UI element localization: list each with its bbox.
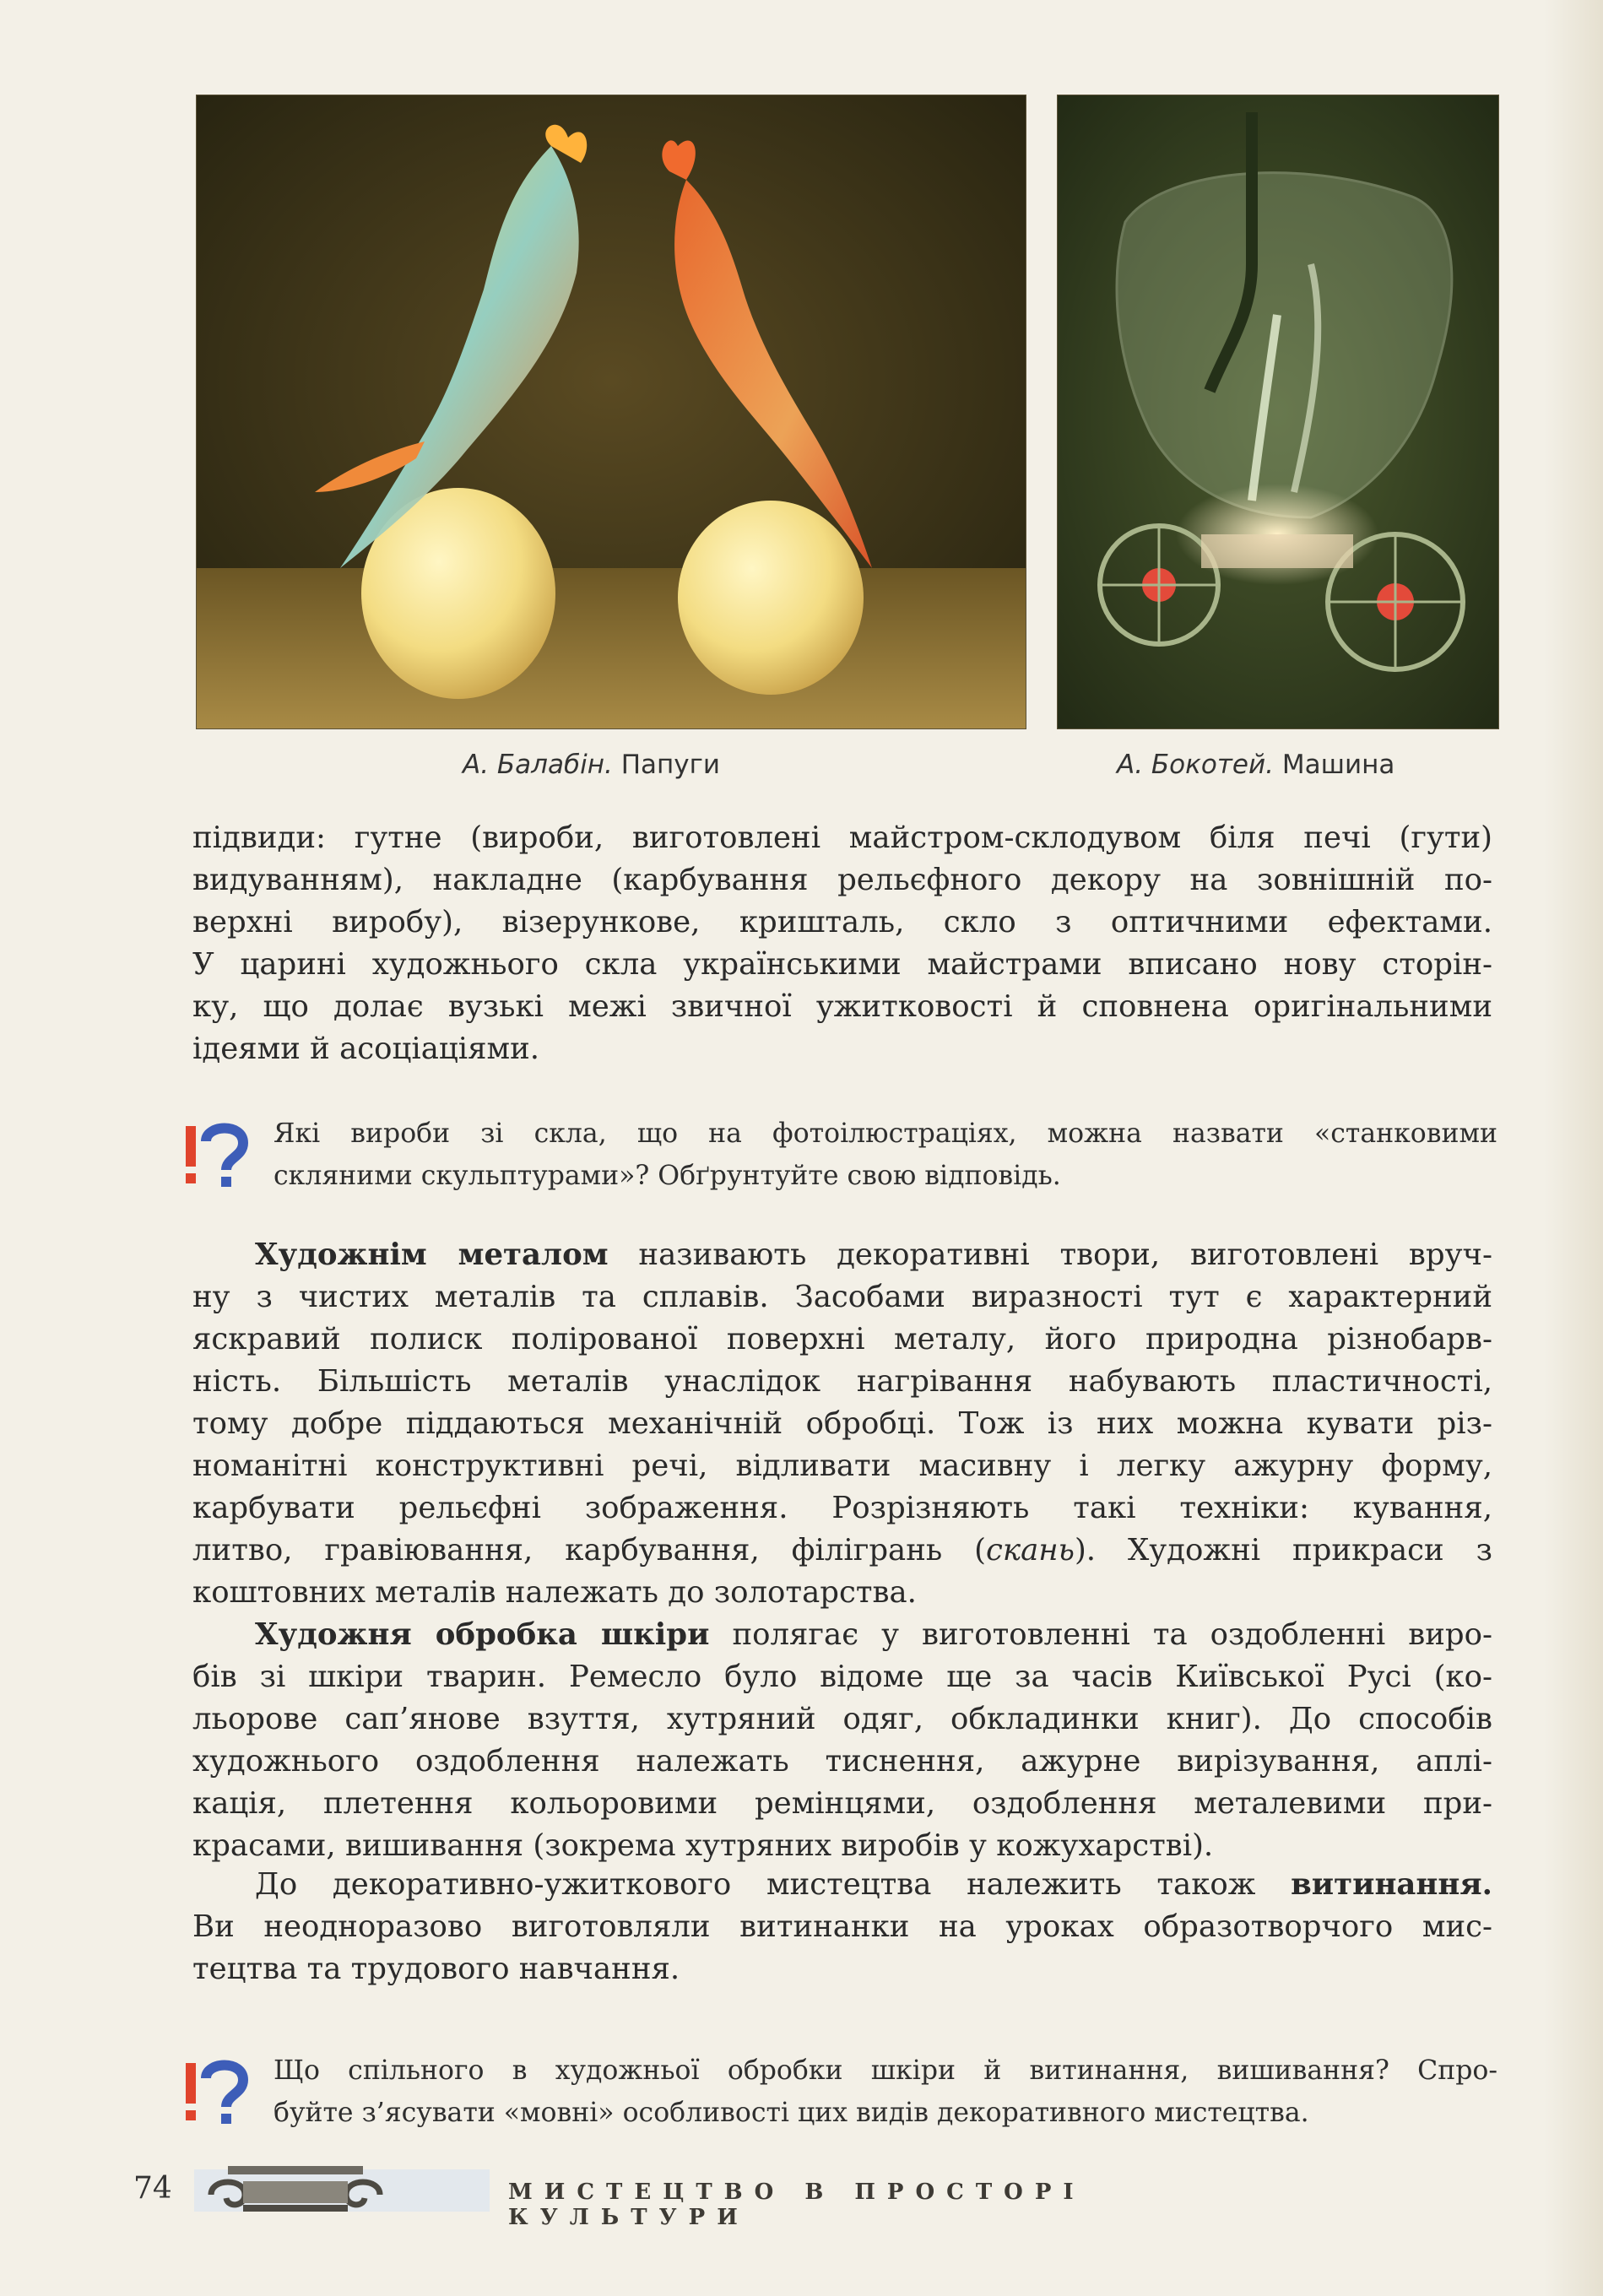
text-line: Що спільного в художньої обробки шкіри й витинання, вишивання? Спро- — [273, 2055, 1497, 2086]
text-line: буйте з’ясувати «мовні» особливості цих видів декоративного мистецтва. — [273, 2098, 1309, 2128]
text-line: підвиди: гутне (вироби, виготовлені майстром-склодувом біля печі (гути) — [192, 820, 1492, 855]
text-line: ну з чистих металів та сплавів. Засобами виразності тут є характерний — [192, 1280, 1492, 1314]
text-line: скляними скульптурами»? Обґрунтуйте свою відповідь. — [273, 1161, 1061, 1191]
text-line — [192, 1864, 1492, 1906]
question-mark-icon — [182, 2055, 250, 2131]
text-fragment: ). Художні прикраси з — [1074, 1533, 1492, 1568]
text-line: льорове сап’янове взуття, хутряний одяг, обкладинки книг). До способів — [192, 1702, 1492, 1736]
text-line: У царині художнього скла українськими майстрами вписано нову сторін- — [192, 947, 1492, 982]
question-text — [273, 1113, 1497, 1197]
paragraph-vytynannia — [192, 1864, 1492, 1990]
caption-author: А. Бокотей. — [1117, 750, 1274, 780]
text-line: номанітні конструктивні речі, відливати масивну і легку ажурну форму, — [192, 1449, 1492, 1483]
text-fragment: полягає у виготовленні та оздобленні виро- — [709, 1617, 1492, 1652]
question-text — [273, 2050, 1497, 2134]
ionic-capital-ornament-icon — [194, 2161, 490, 2220]
page-number: 74 — [133, 2171, 172, 2206]
text-line: Ви неодноразово виготовляли витинанки на уроках образотворчого мис- — [192, 1909, 1492, 1944]
caption-title: Машина — [1281, 750, 1395, 780]
text-line: ідеями й асоціаціями. — [192, 1032, 540, 1066]
text-line: тецтва та трудового навчання. — [192, 1952, 680, 1986]
term-skan: скань — [985, 1533, 1075, 1568]
question-mark-icon — [182, 1118, 250, 1194]
text-fragment: називають декоративні твори, виготовлені вруч- — [608, 1237, 1492, 1272]
text-fragment: литво, гравіювання, карбування, філігрань ( — [192, 1533, 986, 1568]
text-line: тому добре піддаються механічній обробці. Тож із них можна кувати різ- — [192, 1406, 1492, 1441]
figure-caption — [463, 750, 720, 780]
text-line: художнього оздоблення належать тиснення, ажурне вирізування, аплі- — [192, 1744, 1492, 1779]
photo-parrots — [196, 95, 1026, 729]
text-line: бів зі шкіри тварин. Ремесло було відоме ще за часів Київської Русі (ко- — [192, 1660, 1492, 1694]
text-fragment: До декоративно-ужиткового мистецтва належить також — [255, 1867, 1292, 1902]
term-metal: Художнім металом — [255, 1237, 609, 1272]
text-line — [192, 1530, 1492, 1572]
photo-car — [1057, 95, 1499, 729]
question-box — [179, 2050, 1496, 2142]
text-line: яскравий полиск полірованої поверхні металу, його природна різнобарв- — [192, 1322, 1492, 1356]
caption-author: А. Балабін. — [463, 750, 613, 780]
page-edge-shade — [1544, 0, 1603, 2296]
text-line: карбувати рельєфні зображення. Розрізняють такі техніки: кування, — [192, 1491, 1492, 1525]
text-line: Які вироби зі скла, що на фотоілюстраціях, можна назвати «станковими — [273, 1118, 1497, 1149]
text-line: ність. Більшість металів унаслідок нагрівання набувають пластичності, — [192, 1364, 1492, 1399]
text-line — [192, 1614, 1492, 1656]
text-line: коштовних металів належать до золотарства. — [192, 1575, 917, 1610]
text-line: ку, що долає вузькі межі звичної ужитковості й сповнена оригінальними — [192, 989, 1492, 1024]
text-line — [192, 1234, 1492, 1276]
paragraph-glass — [192, 817, 1492, 1070]
text-line: кація, плетення кольоровими ремінцями, оздоблення металевими при- — [192, 1786, 1492, 1821]
text-line: красами, вишивання (зокрема хутряних виробів у кожухарстві). — [192, 1828, 1214, 1863]
section-title: МИСТЕЦТВО В ПРОСТОРІ КУЛЬТУРИ — [508, 2180, 1086, 2230]
page-footer — [127, 2161, 1224, 2230]
term-vytynannia: витинання. — [1291, 1867, 1492, 1902]
paragraph-leather — [192, 1614, 1492, 1867]
figure-caption — [1117, 750, 1395, 780]
question-box — [179, 1113, 1496, 1205]
text-line: видуванням), накладне (карбування рельєфного декору на зовнішній по- — [192, 863, 1492, 897]
paragraph-metal — [192, 1234, 1492, 1614]
term-leather: Художня обробка шкіри — [255, 1617, 710, 1652]
text-line: верхні виробу), візерункове, кришталь, скло з оптичними ефектами. — [192, 905, 1492, 940]
caption-title: Папуги — [620, 750, 721, 780]
